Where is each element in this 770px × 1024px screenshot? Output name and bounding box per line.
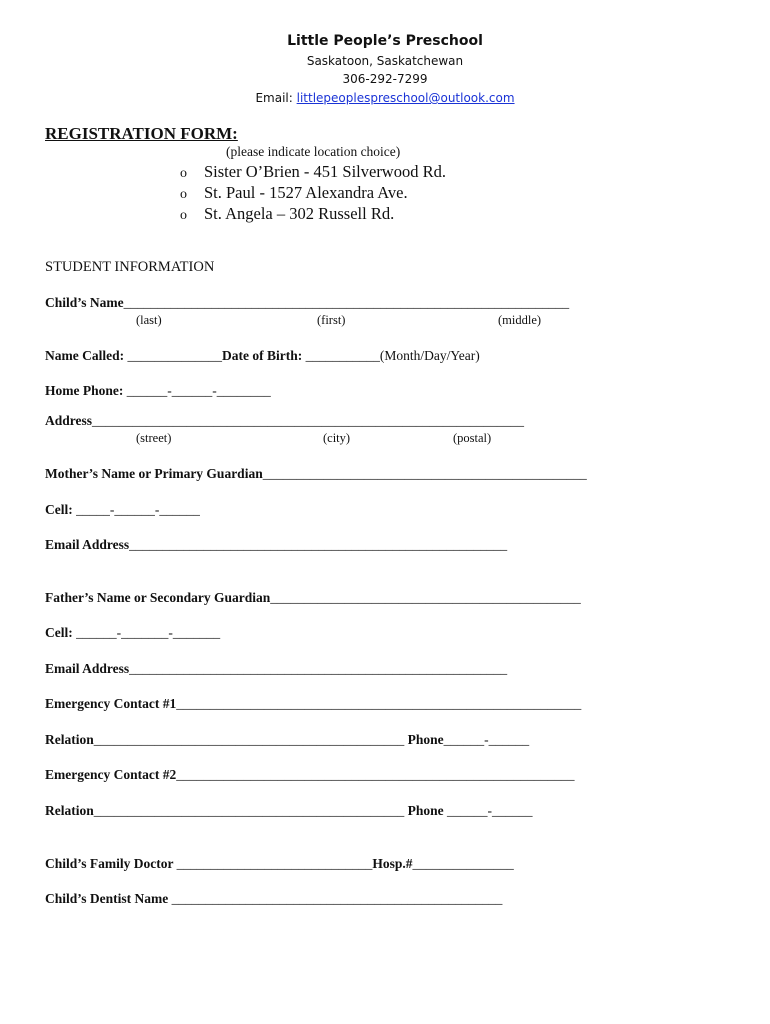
bullet-circle-icon: o [180,208,187,223]
family-doctor-row[interactable] [45,856,514,872]
phone-2-label: Phone [404,803,448,818]
school-phone: 306-292-7299 [342,72,428,86]
email-label: Email: [255,91,297,105]
childs-name-row[interactable] [45,295,569,311]
bullet-circle-icon: o [180,166,187,181]
home-phone-row[interactable] [45,383,271,399]
name-part-middle: (middle) [498,313,542,327]
relation-2-row[interactable] [45,803,533,819]
relation-2-label: Relation [45,803,94,818]
mother-cell-row[interactable] [45,502,200,518]
bullet-circle-icon: o [180,187,187,202]
dentist-label: Child’s Dentist Name [45,891,172,906]
mother-name-label: Mother’s Name or Primary Guardian [45,466,263,481]
address-row[interactable] [45,413,524,429]
father-email-label: Email Address [45,661,130,676]
location-label: St. Paul - 1527 Alexandra Ave. [204,183,408,202]
form-title: REGISTRATION FORM: [45,124,238,143]
email-link[interactable]: littlepeoplespreschool@outlook.com [296,91,515,105]
dob-format: (Month/Day/Year) [379,348,480,363]
phone-2-line[interactable]: ______-______ [447,803,533,818]
mother-name-row[interactable] [45,466,587,482]
name-called-row[interactable] [45,348,480,364]
name-part-last: (last) [136,313,162,327]
father-cell-line[interactable]: ______-_______-_______ [76,625,221,640]
location-option-st-paul[interactable] [180,183,408,203]
school-city: Saskatoon, Saskatchewan [306,54,464,68]
dentist-line[interactable]: _________________________________________________ [171,891,503,906]
father-cell-label: Cell: [45,625,77,640]
mother-email-line[interactable]: ________________________________________________________ [129,537,508,552]
section-student-information: STUDENT INFORMATION [45,259,215,275]
childs-name-label: Child’s Name [45,295,124,310]
relation-1-label: Relation [45,732,94,747]
father-name-label: Father’s Name or Secondary Guardian [45,590,271,605]
emergency-contact-2-row[interactable] [45,767,574,783]
location-option-sister-obrien[interactable] [180,162,446,182]
address-part-street: (street) [136,431,172,445]
name-part-first: (first) [317,313,346,327]
relation-1-line[interactable]: ______________________________________________ [93,732,405,747]
mother-email-label: Email Address [45,537,130,552]
emergency-contact-1-row[interactable] [45,696,581,712]
location-note: (please indicate location choice) [226,144,401,159]
father-name-line[interactable]: ______________________________________________ [270,590,581,605]
name-called-label: Name Called: [45,348,128,363]
mother-cell-line[interactable]: _____-______-______ [76,502,200,517]
mother-email-row[interactable] [45,537,507,553]
relation-1-row[interactable] [45,732,529,748]
mother-cell-label: Cell: [45,502,77,517]
home-phone-label: Home Phone: [45,383,127,398]
dob-line[interactable]: ___________ [305,348,380,363]
school-name: Little People’s Preschool [287,33,483,49]
phone-1-line[interactable]: ______-______ [443,732,530,747]
name-called-line[interactable]: ______________ [127,348,222,363]
father-name-row[interactable] [45,590,581,606]
father-cell-row[interactable] [45,625,220,641]
childs-name-line[interactable]: __________________________________________________________________ [123,295,570,310]
address-line[interactable]: ________________________________________________________________ [92,413,525,428]
dob-label: Date of Birth: [221,348,306,363]
address-label: Address [45,413,93,428]
father-email-row[interactable] [45,661,507,677]
location-label: Sister O’Brien - 451 Silverwood Rd. [204,162,446,181]
emergency-contact-2-line[interactable]: ___________________________________________________________ [176,767,575,782]
school-email-row [0,91,770,105]
emergency-contact-1-line[interactable]: ____________________________________________________________ [176,696,582,711]
emergency-contact-2-label: Emergency Contact #2 [45,767,177,782]
father-email-line[interactable]: ________________________________________________________ [129,661,508,676]
emergency-contact-1-label: Emergency Contact #1 [45,696,177,711]
address-part-postal: (postal) [453,431,492,445]
relation-2-line[interactable]: ______________________________________________ [93,803,405,818]
phone-1-label: Phone [404,732,444,747]
address-part-city: (city) [323,431,351,445]
hosp-number-label: Hosp.# [372,856,413,871]
mother-name-line[interactable]: ________________________________________________ [262,466,587,481]
family-doctor-line[interactable]: _____________________________ [176,856,373,871]
hosp-number-line[interactable]: _______________ [412,856,514,871]
family-doctor-label: Child’s Family Doctor [45,856,177,871]
dentist-row[interactable] [45,891,502,907]
home-phone-line[interactable]: ______-______-________ [126,383,271,398]
location-label: St. Angela – 302 Russell Rd. [204,204,395,223]
location-option-st-angela[interactable] [180,204,394,224]
